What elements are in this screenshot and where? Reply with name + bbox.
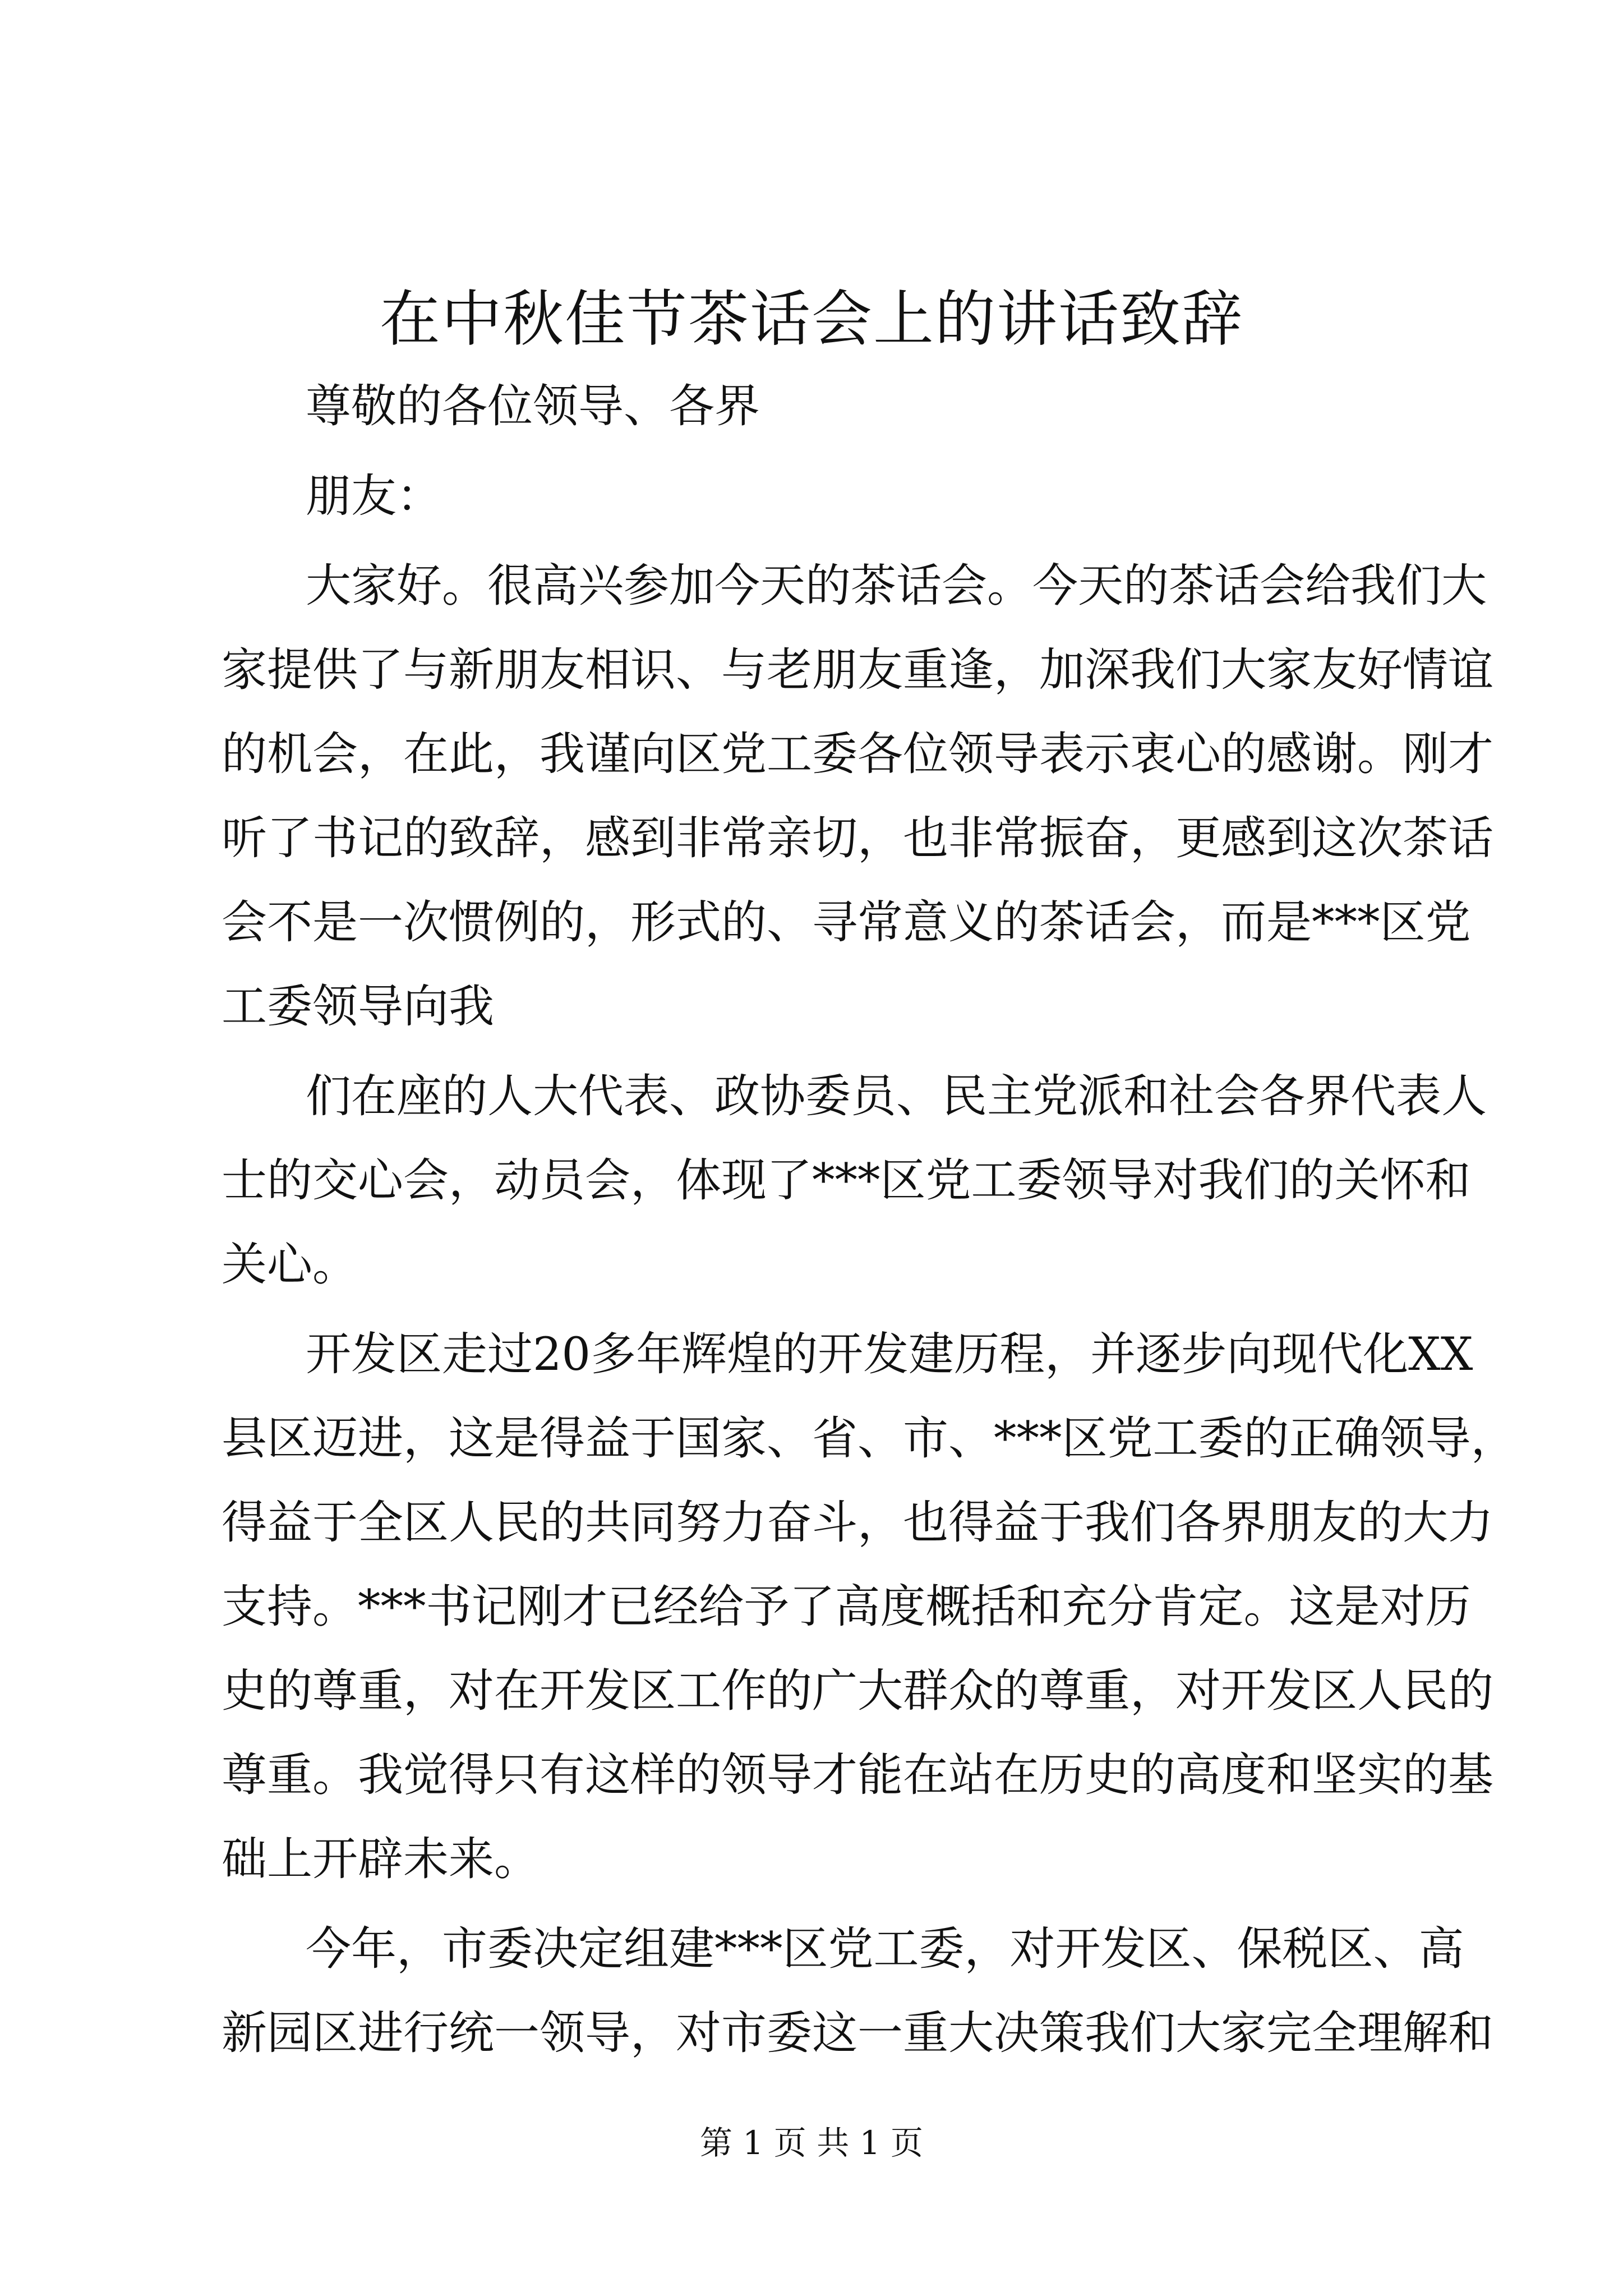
paragraph-line: 础上开辟未来。	[222, 1833, 540, 1886]
paragraph-line: 新园区进行统一领导，对市委这一重大决策我们大家完全理解和	[222, 2007, 1494, 2060]
paragraph-line: 的机会，在此，我谨向区党工委各位领导表示衷心的感谢。刚才	[222, 728, 1494, 781]
paragraph-line: 士的交心会，动员会，体现了***区党工委领导对我们的关怀和	[222, 1154, 1471, 1207]
paragraph-line: 今年，市委决定组建***区党工委，对开发区、保税区、高	[306, 1923, 1464, 1976]
salutation-line-1: 尊敬的各位领导、各界	[306, 380, 760, 433]
paragraph-line: 大家好。很高兴参加今天的茶话会。今天的茶话会给我们大	[306, 560, 1487, 613]
paragraph-line: 支持。***书记刚才已经给予了高度概括和充分肯定。这是对历	[222, 1581, 1471, 1634]
paragraph-line: 开发区走过20多年辉煌的开发建历程，并逐步向现代化XX	[306, 1328, 1473, 1381]
page-title: 在中秋佳节茶话会上的讲话致辞	[379, 284, 1243, 355]
paragraph-line: 们在座的人大代表、政协委员、民主党派和社会各界代表人	[306, 1070, 1487, 1123]
paragraph-line: 会不是一次惯例的，形式的、寻常意义的茶话会，而是***区党	[222, 896, 1471, 949]
paragraph-line: 尊重。我觉得只有这样的领导才能在站在历史的高度和坚实的基	[222, 1749, 1494, 1802]
paragraph-line: 家提供了与新朋友相识、与老朋友重逢，加深我们大家友好情谊	[222, 644, 1494, 697]
paragraph-line: 得益于全区人民的共同努力奋斗，也得益于我们各界朋友的大力	[222, 1497, 1494, 1549]
paragraph-line: 关心。	[222, 1239, 358, 1291]
page-number: 第 1 页 共 1 页	[700, 2124, 923, 2162]
paragraph-line: 县区迈进，这是得益于国家、省、市、***区党工委的正确领导，	[222, 1412, 1516, 1465]
salutation-line-2: 朋友：	[306, 470, 442, 523]
paragraph-line: 工委领导向我	[222, 981, 495, 1033]
paragraph-line: 听了书记的致辞，感到非常亲切，也非常振奋，更感到这次茶话	[222, 812, 1494, 865]
paragraph-line: 史的尊重，对在开发区工作的广大群众的尊重，对开发区人民的	[222, 1665, 1494, 1718]
